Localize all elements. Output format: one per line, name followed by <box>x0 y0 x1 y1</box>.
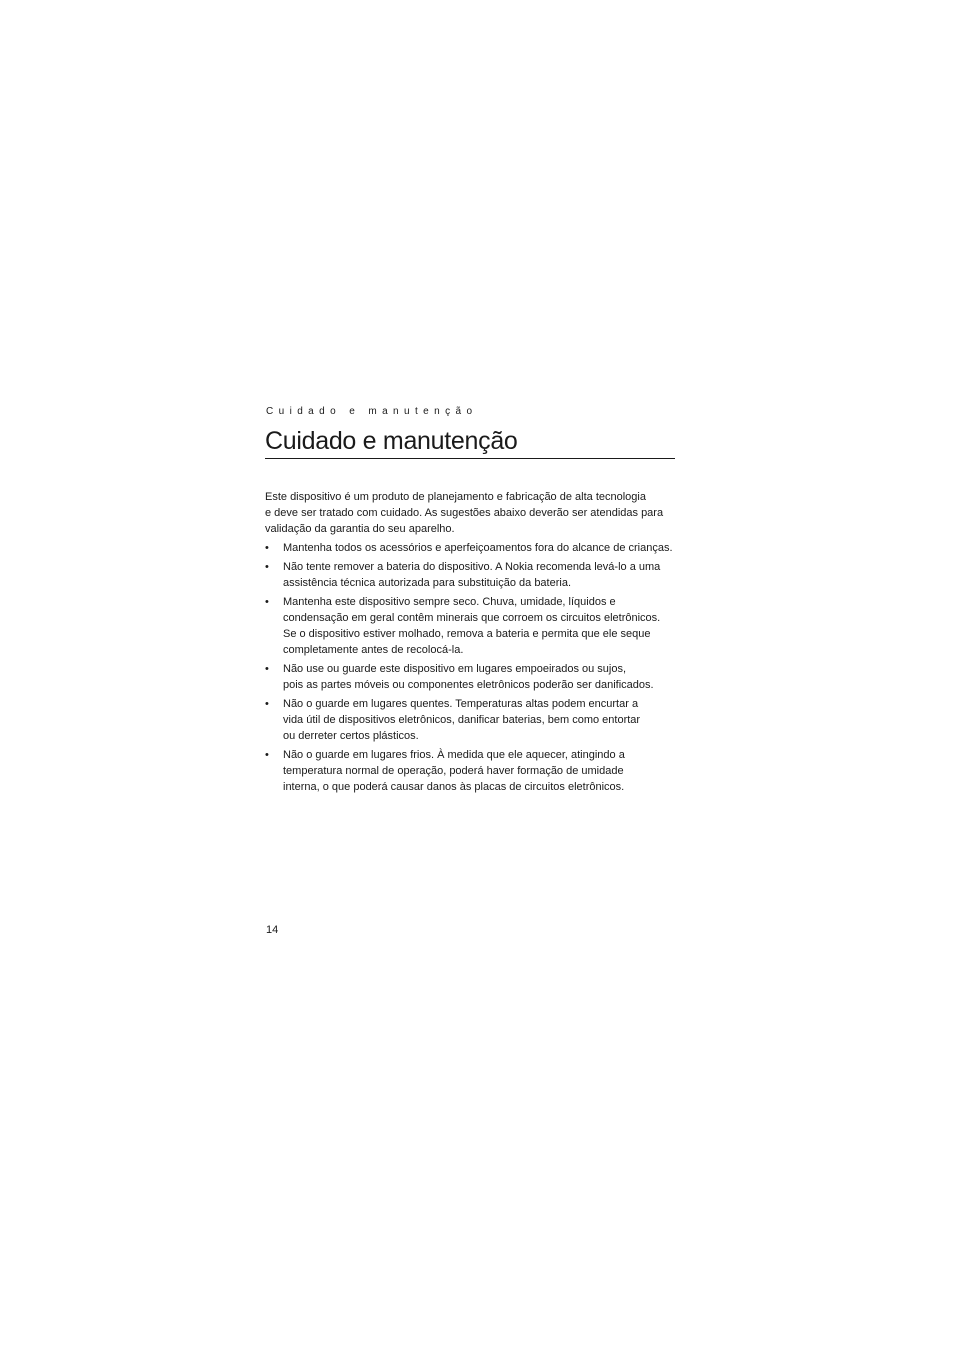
bullet-icon: • <box>265 596 269 608</box>
list-item-line: temperatura normal de operação, poderá haver formação de umidade <box>283 765 624 777</box>
list-item-line: Se o dispositivo estiver molhado, remova a bateria e permita que ele seque <box>283 628 651 640</box>
list-item-line: ou derreter certos plásticos. <box>283 730 419 742</box>
list-item-line: condensação em geral contêm minerais que corroem os circuitos eletrônicos. <box>283 612 661 624</box>
list-item-line: completamente antes de recolocá-la. <box>283 644 464 656</box>
list-item-line: Não use ou guarde este dispositivo em lugares empoeirados ou sujos, <box>283 663 627 675</box>
list-item-line: interna, o que poderá causar danos às placas de circuitos eletrônicos. <box>283 781 625 793</box>
list-item-line: vida útil de dispositivos eletrônicos, danificar baterias, bem como entortar <box>283 714 641 726</box>
intro-paragraph <box>265 489 685 537</box>
list-item-line: Não o guarde em lugares quentes. Temperaturas altas podem encurtar a <box>283 698 639 710</box>
bullet-icon: • <box>265 698 269 710</box>
intro-line: validação da garantia do seu aparelho. <box>265 523 455 535</box>
list-item <box>265 747 685 795</box>
bullet-icon: • <box>265 561 269 573</box>
page-number: 14 <box>266 924 279 936</box>
bullet-icon: • <box>265 542 269 554</box>
bullet-icon: • <box>265 663 269 675</box>
page-title: Cuidado e manutenção <box>265 427 518 455</box>
list-item <box>265 594 685 658</box>
intro-line: e deve ser tratado com cuidado. As sugestões abaixo deverão ser atendidas para <box>265 507 664 519</box>
list-item <box>265 540 685 556</box>
list-item-line: Não o guarde em lugares frios. À medida que ele aquecer, atingindo a <box>283 749 625 761</box>
list-item <box>265 559 685 591</box>
list-item-line: Não tente remover a bateria do dispositivo. A Nokia recomenda levá-lo a uma <box>283 561 661 573</box>
bullet-icon: • <box>265 749 269 761</box>
body-content <box>265 489 685 798</box>
care-instructions-list <box>265 540 685 795</box>
list-item-line: assistência técnica autorizada para substituição da bateria. <box>283 577 572 589</box>
title-block <box>265 426 675 459</box>
list-item-line: Mantenha este dispositivo sempre seco. Chuva, umidade, líquidos e <box>283 596 616 608</box>
list-item-line: pois as partes móveis ou componentes eletrônicos poderão ser danificados. <box>283 679 654 691</box>
list-item-line: Mantenha todos os acessórios e aperfeiçoamentos fora do alcance de crianças. <box>283 542 673 554</box>
intro-line: Este dispositivo é um produto de planejamento e fabricação de alta tecnologia <box>265 491 646 503</box>
list-item <box>265 696 685 744</box>
running-header: Cuidado e manutenção <box>266 406 478 417</box>
list-item <box>265 661 685 693</box>
